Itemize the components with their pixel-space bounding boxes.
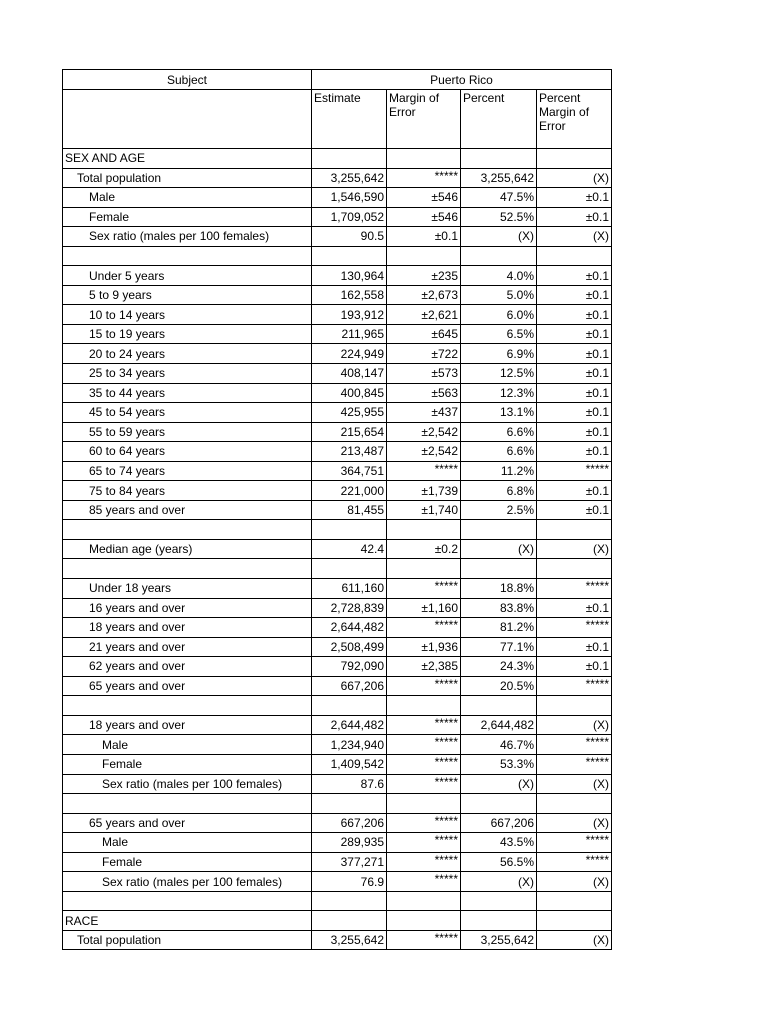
- estimate-cell: 425,955: [312, 403, 387, 423]
- percent-cell: 56.5%: [461, 852, 537, 872]
- margin-of-error-cell: [387, 891, 461, 911]
- percent-margin-of-error-cell: [537, 520, 612, 540]
- blank-row: [63, 696, 612, 716]
- percent-cell: 53.3%: [461, 754, 537, 774]
- estimate-cell: [312, 794, 387, 814]
- margin-of-error-cell: *****: [387, 676, 461, 696]
- margin-of-error-cell: ±546: [387, 188, 461, 208]
- percent-cell: 6.0%: [461, 305, 537, 325]
- margin-of-error-cell: ±2,542: [387, 442, 461, 462]
- margin-of-error-cell: ±2,542: [387, 422, 461, 442]
- row-label: [63, 696, 312, 716]
- blank-row: [63, 794, 612, 814]
- margin-of-error-cell: ±1,936: [387, 637, 461, 657]
- row-label: [63, 891, 312, 911]
- margin-of-error-cell: ±573: [387, 364, 461, 384]
- table-row: [63, 344, 612, 364]
- estimate-cell: 2,644,482: [312, 715, 387, 735]
- percent-margin-of-error-cell: [537, 149, 612, 169]
- table-row: [63, 911, 612, 931]
- percent-cell: 6.6%: [461, 422, 537, 442]
- margin-of-error-cell: [387, 149, 461, 169]
- row-label: 18 years and over: [63, 618, 312, 638]
- row-label: Female: [63, 207, 312, 227]
- margin-of-error-cell: ±1,160: [387, 598, 461, 618]
- percent-margin-of-error-cell: [537, 246, 612, 266]
- percent-margin-of-error-cell: ±0.1: [537, 266, 612, 286]
- margin-of-error-cell: ±563: [387, 383, 461, 403]
- table-row: [63, 305, 612, 325]
- margin-of-error-cell: *****: [387, 168, 461, 188]
- margin-of-error-cell: [387, 246, 461, 266]
- table-row: [63, 442, 612, 462]
- margin-of-error-cell: *****: [387, 852, 461, 872]
- margin-of-error-cell: [387, 559, 461, 579]
- percent-margin-of-error-cell: (X): [537, 539, 612, 559]
- estimate-cell: 377,271: [312, 852, 387, 872]
- row-label: Under 5 years: [63, 266, 312, 286]
- percent-cell: 11.2%: [461, 461, 537, 481]
- percent-cell: (X): [461, 774, 537, 794]
- margin-of-error-cell: *****: [387, 872, 461, 892]
- table-row: [63, 852, 612, 872]
- margin-of-error-cell: *****: [387, 833, 461, 853]
- estimate-cell: 42.4: [312, 539, 387, 559]
- estimate-cell: 81,455: [312, 500, 387, 520]
- table-row: [63, 618, 612, 638]
- geography-header: Puerto Rico: [312, 70, 612, 90]
- table-row: [63, 461, 612, 481]
- estimate-cell: 2,728,839: [312, 598, 387, 618]
- percent-margin-of-error-cell: [537, 559, 612, 579]
- row-label: Under 18 years: [63, 579, 312, 599]
- estimate-cell: 2,644,482: [312, 618, 387, 638]
- table-row: [63, 872, 612, 892]
- estimate-cell: 3,255,642: [312, 930, 387, 950]
- percent-margin-of-error-cell: *****: [537, 618, 612, 638]
- percent-cell: [461, 696, 537, 716]
- row-label: 45 to 54 years: [63, 403, 312, 423]
- percent-margin-of-error-cell: *****: [537, 461, 612, 481]
- percent-margin-of-error-cell: [537, 696, 612, 716]
- percent-margin-of-error-cell: ±0.1: [537, 637, 612, 657]
- percent-cell: 81.2%: [461, 618, 537, 638]
- margin-of-error-cell: ±2,673: [387, 285, 461, 305]
- row-label: 16 years and over: [63, 598, 312, 618]
- table-row: [63, 754, 612, 774]
- estimate-cell: 1,409,542: [312, 754, 387, 774]
- percent-margin-of-error-cell: [537, 794, 612, 814]
- percent-margin-of-error-cell: ±0.1: [537, 344, 612, 364]
- row-label: Male: [63, 735, 312, 755]
- estimate-cell: 667,206: [312, 813, 387, 833]
- header-row-1: [63, 70, 612, 90]
- percent-margin-of-error-cell: (X): [537, 930, 612, 950]
- estimate-cell: 1,709,052: [312, 207, 387, 227]
- estimate-cell: 3,255,642: [312, 168, 387, 188]
- percent-cell: (X): [461, 539, 537, 559]
- estimate-cell: 90.5: [312, 227, 387, 247]
- row-label: Total population: [63, 930, 312, 950]
- margin-of-error-cell: *****: [387, 754, 461, 774]
- percent-margin-of-error-cell: ±0.1: [537, 207, 612, 227]
- percent-margin-of-error-cell: ±0.1: [537, 188, 612, 208]
- margin-of-error-cell: *****: [387, 461, 461, 481]
- table-row: [63, 285, 612, 305]
- percent-margin-of-error-cell: ±0.1: [537, 657, 612, 677]
- table-row: [63, 500, 612, 520]
- estimate-cell: [312, 246, 387, 266]
- margin-of-error-cell: *****: [387, 735, 461, 755]
- percent-margin-of-error-header: Percent Margin of Error: [537, 90, 612, 149]
- percent-cell: 77.1%: [461, 637, 537, 657]
- row-label: 15 to 19 years: [63, 324, 312, 344]
- margin-of-error-cell: [387, 911, 461, 931]
- percent-margin-of-error-cell: ±0.1: [537, 403, 612, 423]
- percent-margin-of-error-cell: *****: [537, 579, 612, 599]
- table-row: [63, 168, 612, 188]
- percent-margin-of-error-cell: ±0.1: [537, 422, 612, 442]
- estimate-cell: [312, 891, 387, 911]
- percent-cell: 46.7%: [461, 735, 537, 755]
- percent-margin-of-error-cell: (X): [537, 872, 612, 892]
- percent-cell: 2,644,482: [461, 715, 537, 735]
- percent-cell: 18.8%: [461, 579, 537, 599]
- table-row: [63, 324, 612, 344]
- percent-margin-of-error-cell: ±0.1: [537, 324, 612, 344]
- table-row: [63, 676, 612, 696]
- margin-of-error-cell: *****: [387, 813, 461, 833]
- percent-cell: [461, 246, 537, 266]
- row-label: Median age (years): [63, 539, 312, 559]
- percent-cell: 6.9%: [461, 344, 537, 364]
- estimate-cell: 611,160: [312, 579, 387, 599]
- table-row: [63, 833, 612, 853]
- estimate-cell: 76.9: [312, 872, 387, 892]
- percent-cell: [461, 794, 537, 814]
- percent-header: Percent: [461, 90, 537, 149]
- estimate-cell: [312, 696, 387, 716]
- estimate-cell: 215,654: [312, 422, 387, 442]
- table-row: [63, 774, 612, 794]
- percent-cell: [461, 911, 537, 931]
- blank-row: [63, 246, 612, 266]
- estimate-cell: [312, 149, 387, 169]
- header-blank-cell: [63, 90, 312, 149]
- margin-of-error-cell: ±2,385: [387, 657, 461, 677]
- table-row: [63, 188, 612, 208]
- margin-of-error-cell: *****: [387, 715, 461, 735]
- row-label: [63, 246, 312, 266]
- percent-margin-of-error-cell: ±0.1: [537, 481, 612, 501]
- row-label: 10 to 14 years: [63, 305, 312, 325]
- percent-cell: 20.5%: [461, 676, 537, 696]
- estimate-cell: 130,964: [312, 266, 387, 286]
- estimate-cell: 211,965: [312, 324, 387, 344]
- percent-cell: 12.5%: [461, 364, 537, 384]
- percent-cell: [461, 891, 537, 911]
- row-label: 85 years and over: [63, 500, 312, 520]
- table-row: [63, 383, 612, 403]
- margin-of-error-cell: *****: [387, 930, 461, 950]
- percent-margin-of-error-cell: ±0.1: [537, 500, 612, 520]
- percent-cell: 43.5%: [461, 833, 537, 853]
- percent-cell: 6.8%: [461, 481, 537, 501]
- percent-cell: 6.6%: [461, 442, 537, 462]
- percent-cell: 4.0%: [461, 266, 537, 286]
- row-label: 60 to 64 years: [63, 442, 312, 462]
- row-label: Sex ratio (males per 100 females): [63, 227, 312, 247]
- header-row-2: [63, 90, 612, 149]
- table-row: [63, 715, 612, 735]
- percent-cell: 6.5%: [461, 324, 537, 344]
- percent-margin-of-error-cell: ±0.1: [537, 364, 612, 384]
- margin-of-error-cell: [387, 696, 461, 716]
- row-label: 18 years and over: [63, 715, 312, 735]
- percent-margin-of-error-cell: ±0.1: [537, 383, 612, 403]
- margin-of-error-cell: ±1,739: [387, 481, 461, 501]
- percent-cell: 3,255,642: [461, 168, 537, 188]
- row-label: 65 years and over: [63, 813, 312, 833]
- row-label: 65 years and over: [63, 676, 312, 696]
- estimate-cell: 193,912: [312, 305, 387, 325]
- margin-of-error-cell: ±0.2: [387, 539, 461, 559]
- estimate-cell: 667,206: [312, 676, 387, 696]
- table-row: [63, 930, 612, 950]
- estimate-cell: 1,546,590: [312, 188, 387, 208]
- table-row: [63, 207, 612, 227]
- percent-cell: 3,255,642: [461, 930, 537, 950]
- row-label: SEX AND AGE: [63, 149, 312, 169]
- percent-margin-of-error-cell: (X): [537, 774, 612, 794]
- percent-cell: 24.3%: [461, 657, 537, 677]
- percent-margin-of-error-cell: *****: [537, 833, 612, 853]
- estimate-cell: 162,558: [312, 285, 387, 305]
- percent-cell: 13.1%: [461, 403, 537, 423]
- margin-of-error-cell: ±2,621: [387, 305, 461, 325]
- table-row: [63, 149, 612, 169]
- percent-cell: (X): [461, 872, 537, 892]
- estimate-cell: 213,487: [312, 442, 387, 462]
- margin-of-error-cell: ±437: [387, 403, 461, 423]
- percent-margin-of-error-cell: (X): [537, 227, 612, 247]
- row-label: 65 to 74 years: [63, 461, 312, 481]
- margin-of-error-cell: ±546: [387, 207, 461, 227]
- census-table: [62, 69, 612, 950]
- percent-margin-of-error-cell: ±0.1: [537, 598, 612, 618]
- row-label: [63, 520, 312, 540]
- table-row: [63, 266, 612, 286]
- percent-margin-of-error-cell: ±0.1: [537, 305, 612, 325]
- percent-cell: [461, 149, 537, 169]
- row-label: 5 to 9 years: [63, 285, 312, 305]
- row-label: [63, 794, 312, 814]
- table-row: [63, 579, 612, 599]
- percent-margin-of-error-cell: (X): [537, 715, 612, 735]
- percent-margin-of-error-cell: [537, 891, 612, 911]
- margin-of-error-cell: *****: [387, 774, 461, 794]
- table-row: [63, 735, 612, 755]
- row-label: 55 to 59 years: [63, 422, 312, 442]
- margin-of-error-cell: *****: [387, 618, 461, 638]
- row-label: Male: [63, 188, 312, 208]
- percent-margin-of-error-cell: *****: [537, 852, 612, 872]
- row-label: Female: [63, 754, 312, 774]
- margin-of-error-cell: ±0.1: [387, 227, 461, 247]
- table-row: [63, 539, 612, 559]
- table-row: [63, 481, 612, 501]
- percent-margin-of-error-cell: [537, 911, 612, 931]
- percent-margin-of-error-cell: ±0.1: [537, 442, 612, 462]
- percent-cell: [461, 520, 537, 540]
- table-row: [63, 598, 612, 618]
- row-label: 21 years and over: [63, 637, 312, 657]
- percent-cell: 47.5%: [461, 188, 537, 208]
- blank-row: [63, 520, 612, 540]
- percent-cell: 12.3%: [461, 383, 537, 403]
- table-row: [63, 813, 612, 833]
- percent-margin-of-error-cell: *****: [537, 735, 612, 755]
- table-row: [63, 227, 612, 247]
- table-row: [63, 403, 612, 423]
- percent-cell: 83.8%: [461, 598, 537, 618]
- row-label: Female: [63, 852, 312, 872]
- estimate-header: Estimate: [312, 90, 387, 149]
- estimate-cell: [312, 520, 387, 540]
- estimate-cell: 224,949: [312, 344, 387, 364]
- row-label: Male: [63, 833, 312, 853]
- estimate-cell: [312, 559, 387, 579]
- table-row: [63, 637, 612, 657]
- percent-margin-of-error-cell: ±0.1: [537, 285, 612, 305]
- estimate-cell: 221,000: [312, 481, 387, 501]
- percent-cell: 2.5%: [461, 500, 537, 520]
- estimate-cell: 87.6: [312, 774, 387, 794]
- estimate-cell: 400,845: [312, 383, 387, 403]
- row-label: 20 to 24 years: [63, 344, 312, 364]
- row-label: Sex ratio (males per 100 females): [63, 872, 312, 892]
- estimate-cell: 1,234,940: [312, 735, 387, 755]
- percent-cell: 52.5%: [461, 207, 537, 227]
- estimate-cell: 408,147: [312, 364, 387, 384]
- table-row: [63, 364, 612, 384]
- margin-of-error-header: Margin of Error: [387, 90, 461, 149]
- table-row: [63, 422, 612, 442]
- margin-of-error-cell: [387, 520, 461, 540]
- row-label: Total population: [63, 168, 312, 188]
- table-row: [63, 657, 612, 677]
- percent-cell: 667,206: [461, 813, 537, 833]
- row-label: 75 to 84 years: [63, 481, 312, 501]
- margin-of-error-cell: ±645: [387, 324, 461, 344]
- estimate-cell: [312, 911, 387, 931]
- margin-of-error-cell: ±722: [387, 344, 461, 364]
- percent-margin-of-error-cell: (X): [537, 813, 612, 833]
- percent-margin-of-error-cell: *****: [537, 754, 612, 774]
- row-label: 62 years and over: [63, 657, 312, 677]
- estimate-cell: 364,751: [312, 461, 387, 481]
- blank-row: [63, 559, 612, 579]
- percent-cell: [461, 559, 537, 579]
- estimate-cell: 792,090: [312, 657, 387, 677]
- margin-of-error-cell: ±235: [387, 266, 461, 286]
- percent-cell: (X): [461, 227, 537, 247]
- row-label: 25 to 34 years: [63, 364, 312, 384]
- percent-cell: 5.0%: [461, 285, 537, 305]
- subject-header: Subject: [63, 70, 312, 90]
- row-label: Sex ratio (males per 100 females): [63, 774, 312, 794]
- percent-margin-of-error-cell: *****: [537, 676, 612, 696]
- row-label: RACE: [63, 911, 312, 931]
- margin-of-error-cell: [387, 794, 461, 814]
- estimate-cell: 2,508,499: [312, 637, 387, 657]
- percent-margin-of-error-cell: (X): [537, 168, 612, 188]
- margin-of-error-cell: ±1,740: [387, 500, 461, 520]
- margin-of-error-cell: *****: [387, 579, 461, 599]
- blank-row: [63, 891, 612, 911]
- estimate-cell: 289,935: [312, 833, 387, 853]
- row-label: [63, 559, 312, 579]
- row-label: 35 to 44 years: [63, 383, 312, 403]
